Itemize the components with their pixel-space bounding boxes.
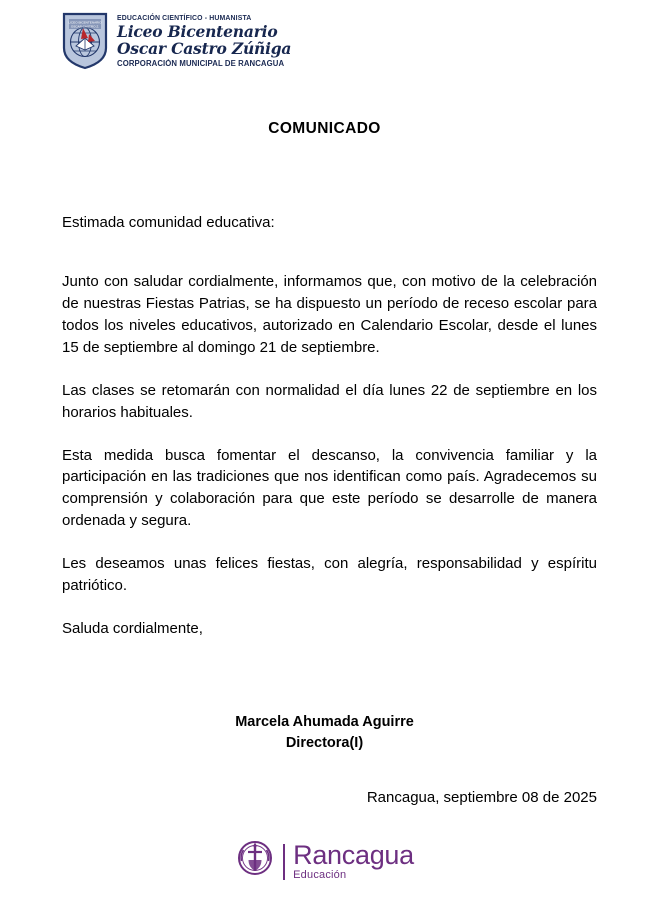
body-paragraph-2: Las clases se retomarán con normalidad el día lunes 22 de septiembre en los horarios habituales.	[62, 381, 597, 421]
letterhead-school-name-line2: Oscar Castro Zúñiga	[117, 39, 292, 59]
rancagua-coat-of-arms-icon	[235, 838, 275, 885]
signatory-role: Directora(I)	[285, 735, 364, 752]
letterhead-school-name-line1: Liceo Bicentenario	[117, 21, 278, 41]
page-title: COMUNICADO	[268, 120, 381, 137]
body-paragraph-4: Les deseamos unas felices fiestas, con alegría, responsabilidad y espíritu patriótico.	[62, 555, 597, 595]
footer-logo	[0, 838, 649, 885]
letterhead-text	[117, 14, 291, 69]
date-line: Rancagua, septiembre 08 de 2025	[366, 789, 597, 806]
body-paragraph-1: Junto con saludar cordialmente, informamos que, con motivo de la celebración de nuestras Fiestas Patrias, se ha dispuesto un período de receso escolar para todos los niveles educativos, autorizado en Calendario Escolar, desde el lunes 15 de septiembre al domingo 21 de septiembre.	[62, 273, 597, 356]
letterhead-corporation: CORPORACIÓN MUNICIPAL DE RANCAGUA	[117, 59, 285, 69]
letterhead-tagline: EDUCACIÓN CIENTÍFICO - HUMANISTA	[117, 12, 252, 22]
footer-wordmark	[293, 842, 414, 881]
school-crest-icon	[62, 12, 108, 70]
svg-text:OSCAR CASTRO Z.: OSCAR CASTRO Z.	[70, 24, 100, 29]
svg-text:LICEO BICENTENARIO: LICEO BICENTENARIO	[68, 20, 102, 25]
footer-department: Educación	[293, 869, 347, 881]
signatory-name: Marcela Ahumada Aguirre	[235, 714, 414, 730]
footer-city-name: Rancagua	[293, 840, 414, 870]
body-paragraph-3: Esta medida busca fomentar el descanso, la convivencia familiar y la participación en las tradiciones que nos identifican como país. Agradecemos su comprensión y colaboración para que este período se desarrolle de manera ordenada y segura.	[62, 446, 597, 530]
letterhead	[62, 12, 291, 70]
closing-line: Saluda cordialmente,	[62, 619, 203, 637]
footer-divider	[283, 844, 285, 880]
salutation: Estimada comunidad educativa:	[62, 214, 275, 231]
document-body	[62, 213, 597, 639]
signature-block	[0, 712, 649, 754]
